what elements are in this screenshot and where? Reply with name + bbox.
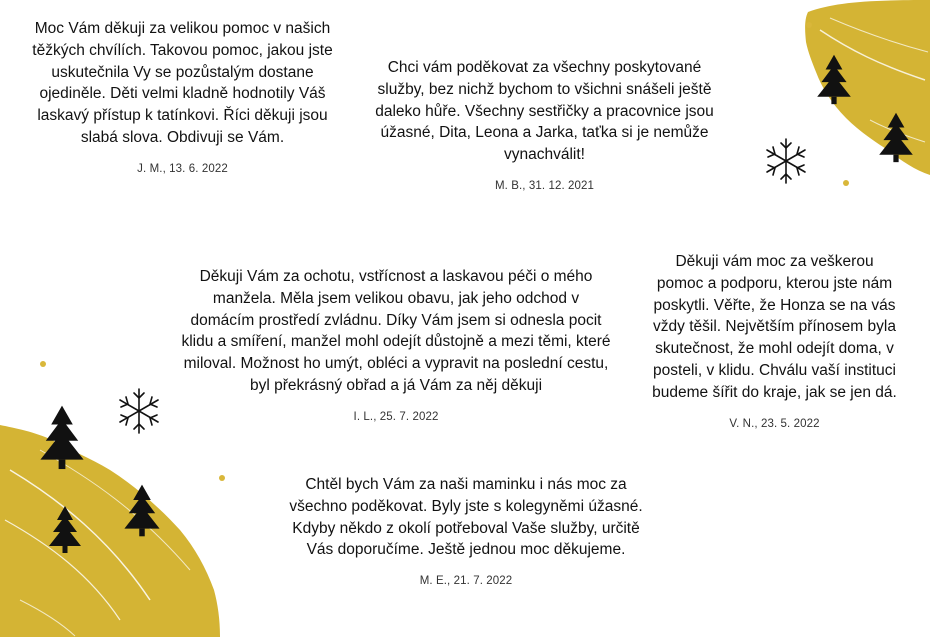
snowflake-icon [120, 389, 158, 433]
testimonial-card [652, 251, 897, 430]
tree-icon [879, 113, 913, 162]
dot [806, 22, 812, 28]
gold-brush-bottom-left [0, 425, 220, 637]
testimonial-signature: M. B., 31. 12. 2021 [494, 179, 595, 192]
testimonial-text: Chtěl bych Vám za naši maminku i nás moc za všechno poděkovat. Byly jste s kolegyněmi úžasné. Kdyby někdo z okolí potřeboval Vaše služby, určitě Vás doporučíme. Ještě jednou moc děkujeme. [289, 476, 643, 559]
tree-icon [40, 406, 83, 469]
testimonial-text: Chci vám poděkovat za všechny poskytované služby, bez nichž bychom to všichni snášeli ještě daleko hůře. Všechny sestřičky a pracovnice jsou úžasné, Dita, Leona a Jarka, taťka si je nemůže vynachválit! [375, 59, 714, 164]
snowflake-icon [767, 139, 805, 183]
testimonial-signature: I. L., 25. 7. 2022 [353, 410, 439, 423]
testimonial-card [372, 57, 717, 192]
testimonial-card [180, 266, 612, 423]
testimonial-signature: M. E., 21. 7. 2022 [419, 575, 513, 588]
testimonial-text: Děkuji vám moc za veškerou pomoc a podporu, kterou jste nám poskytli. Věřte, že Honza se na vás vždy těšil. Největším přínosem byla skutečnost, že mohl odejít doma, v posteli, v klidu. Chválu vaší instituci budeme šířit do kraje, jak se jen dá. [652, 253, 897, 401]
tree-icon [817, 55, 851, 104]
dot [843, 180, 849, 186]
testimonial-text: Děkuji Vám za ochotu, vstřícnost a laskavou péči o mého manžela. Měla jsem velikou obavu, jak jeho odchod v domácím prostředí zvládnu. Díky Vám jsem si odnesla pocit klidu a smíření, manžel mohl odejít důstojně a mezi těmi, které miloval. Možnost ho umýt, obléci a vypravit na poslední cestu, byl překrásný obřad a já Vám za něj děkuji [181, 268, 611, 394]
tree-icon [124, 485, 159, 537]
tree-icon [49, 506, 81, 553]
testimonial-text: Moc Vám děkuji za velikou pomoc v našich těžkých chvílích. Takovou pomoc, jakou jste uskutečnila Vy se pozůstalým dostane ojediněle. Děti velmi kladně hodnotily Váš laskavý přístup k tatínkovi. Říci děkuji jsou slabá slova. Obdivuji se Vám. [32, 20, 333, 146]
testimonial-signature: J. M., 13. 6. 2022 [137, 162, 228, 175]
testimonial-card [280, 474, 652, 587]
testimonial-signature: V. N., 23. 5. 2022 [729, 417, 820, 430]
dot [40, 361, 46, 367]
gold-brush-top-right [805, 0, 930, 175]
dot [219, 475, 225, 481]
testimonial-card [20, 18, 345, 175]
